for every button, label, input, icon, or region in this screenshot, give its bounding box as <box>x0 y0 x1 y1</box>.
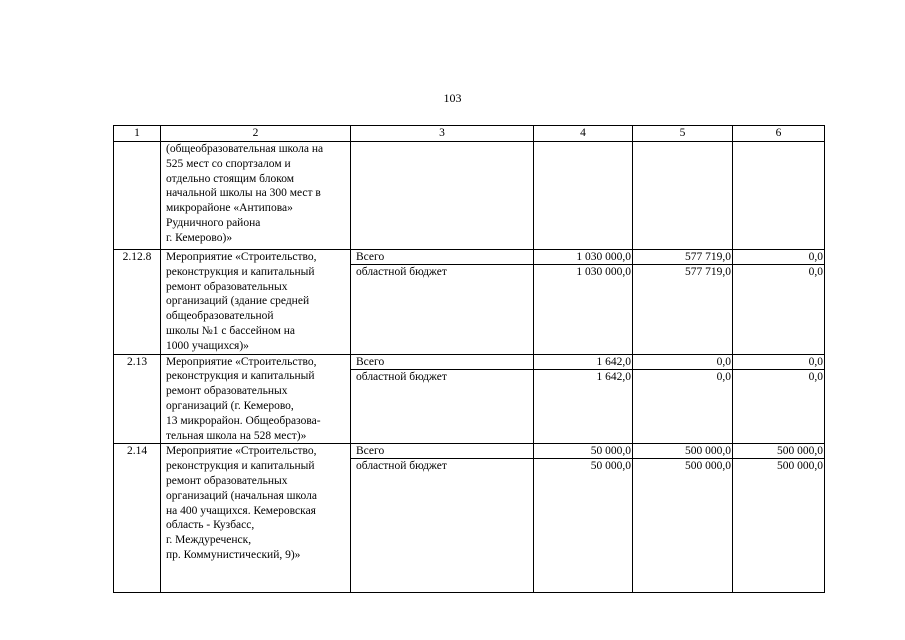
description-line: г. Междуреченск, <box>166 534 252 547</box>
description-line: начальной школы на 300 мест в <box>166 187 321 200</box>
cell-id: 2.12.8 <box>114 250 161 355</box>
cell-source <box>351 250 534 355</box>
description-line: отдельно стоящим блоком <box>166 172 295 185</box>
cell-value <box>733 142 825 250</box>
description-line: 13 микрорайон. Общеобразова- <box>166 414 321 427</box>
cell-source <box>351 142 534 250</box>
description-line: реконструкция и капитальный <box>166 265 315 278</box>
program-table <box>113 125 825 593</box>
description-line: ремонт образовательных <box>166 385 288 398</box>
cell-description <box>161 250 351 355</box>
cell-description <box>161 444 351 593</box>
source-total: Всего <box>351 355 533 370</box>
source-total: Всего <box>351 444 533 459</box>
description-line: организаций (здание средней <box>166 295 310 308</box>
header-col-4: 4 <box>534 126 633 142</box>
cell-value-col5 <box>633 354 733 444</box>
value-total: 0,0 <box>733 355 824 370</box>
source-total: Всего <box>351 250 533 265</box>
value-total: 0,0 <box>733 250 824 265</box>
cell-id: 2.14 <box>114 444 161 593</box>
table-row-continuation <box>114 142 825 250</box>
description-line: реконструкция и капитальный <box>166 460 315 473</box>
cell-value-col4 <box>534 444 633 593</box>
cell-value <box>534 142 633 250</box>
cell-id <box>114 142 161 250</box>
value-regional: 50 000,0 <box>590 460 631 473</box>
cell-description <box>161 142 351 250</box>
cell-source <box>351 444 534 593</box>
value-total: 1 030 000,0 <box>534 250 632 265</box>
cell-value-col4 <box>534 354 633 444</box>
page-number: 103 <box>443 91 462 105</box>
value-regional: 500 000,0 <box>685 460 731 473</box>
value-regional: 0,0 <box>808 266 823 278</box>
description-line: (общеобразовательная школа на <box>166 143 324 155</box>
description-line: реконструкция и капитальный <box>166 370 315 383</box>
value-regional: 577 719,0 <box>685 266 731 278</box>
cell-description <box>161 354 351 444</box>
cell-value-col4 <box>534 250 633 355</box>
header-col-1: 1 <box>114 126 161 142</box>
description-line: общеобразовательной <box>166 310 274 323</box>
description-line: школы №1 с бассейном на <box>166 324 296 337</box>
description-line: организаций (г. Кемерово, <box>166 399 294 412</box>
value-total: 577 719,0 <box>633 250 732 265</box>
description-line: Рудничного района <box>166 216 261 229</box>
cell-value-col5 <box>633 444 733 593</box>
description-line: организаций (начальная школа <box>166 489 317 502</box>
cell-value <box>633 142 733 250</box>
value-total: 0,0 <box>633 355 732 370</box>
cell-value-col6 <box>733 354 825 444</box>
header-col-3: 3 <box>351 126 534 142</box>
cell-value-col5 <box>633 250 733 355</box>
description-line: ремонт образовательных <box>166 280 288 293</box>
header-col-6: 6 <box>733 126 825 142</box>
value-total: 500 000,0 <box>733 444 824 459</box>
value-total: 500 000,0 <box>633 444 732 459</box>
source-regional: областной бюджет <box>356 460 447 473</box>
description-line: тельная школа на 528 мест)» <box>166 429 307 442</box>
cell-id: 2.13 <box>114 354 161 444</box>
value-total: 50 000,0 <box>534 444 632 459</box>
cell-value-col6 <box>733 444 825 593</box>
description-line: ремонт образовательных <box>166 474 288 487</box>
description-line: г. Кемерово)» <box>166 231 233 244</box>
description-line: микрорайоне «Антипова» <box>166 202 293 215</box>
value-regional: 500 000,0 <box>777 460 823 473</box>
description-line: 1000 учащихся)» <box>166 339 249 352</box>
source-regional: областной бюджет <box>356 266 447 278</box>
cell-value-col6 <box>733 250 825 355</box>
header-col-2: 2 <box>161 126 351 142</box>
cell-source <box>351 354 534 444</box>
description-line: пр. Коммунистический, 9)» <box>166 548 301 561</box>
table-row <box>114 354 825 444</box>
value-regional: 1 642,0 <box>596 370 631 383</box>
description-line: Мероприятие «Строительство, <box>166 355 317 368</box>
header-col-5: 5 <box>633 126 733 142</box>
header-row <box>114 126 825 142</box>
description-line: на 400 учащихся. Кемеровская <box>166 504 316 517</box>
value-total: 1 642,0 <box>534 355 632 370</box>
value-regional: 1 030 000,0 <box>576 266 631 278</box>
table-row <box>114 250 825 355</box>
description-line: Мероприятие «Строительство, <box>166 445 317 458</box>
description-line: 525 мест со спортзалом и <box>166 157 291 170</box>
value-regional: 0,0 <box>808 370 823 383</box>
value-regional: 0,0 <box>716 370 731 383</box>
table-row <box>114 444 825 593</box>
description-line: область - Кузбасс, <box>166 519 255 532</box>
description-line: Мероприятие «Строительство, <box>166 251 317 263</box>
source-regional: областной бюджет <box>356 370 447 383</box>
